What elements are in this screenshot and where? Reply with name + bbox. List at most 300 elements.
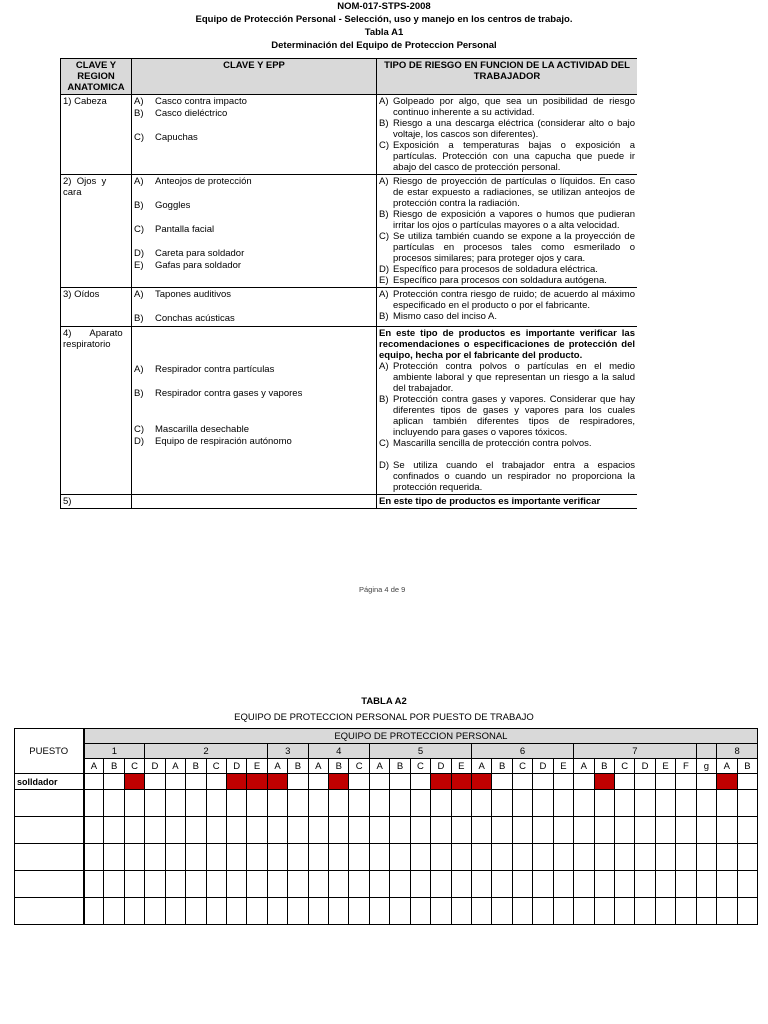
epp-mark-cell[interactable] xyxy=(226,871,246,898)
epp-mark-cell[interactable] xyxy=(553,817,573,844)
epp-mark-cell[interactable] xyxy=(349,844,369,871)
subgroup-letter: C xyxy=(349,759,369,774)
epp-mark-cell[interactable] xyxy=(145,790,165,817)
epp-mark-cell[interactable] xyxy=(104,817,124,844)
spacer xyxy=(134,340,374,352)
epp-mark-cell[interactable] xyxy=(533,898,553,925)
epp-text: Casco contra impacto xyxy=(155,96,247,107)
epp-mark-cell[interactable] xyxy=(492,871,512,898)
epp-mark-cell[interactable] xyxy=(574,817,594,844)
epp-mark-cell[interactable] xyxy=(717,817,737,844)
risk-cell xyxy=(377,175,638,288)
table-row xyxy=(15,790,758,817)
epp-mark-cell[interactable] xyxy=(186,844,206,871)
epp-mark-cell[interactable] xyxy=(472,898,492,925)
epp-letter: A) xyxy=(134,96,144,107)
epp-mark-cell[interactable] xyxy=(614,817,634,844)
group-number: 5 xyxy=(369,744,471,759)
epp-mark-cell[interactable] xyxy=(676,790,696,817)
epp-mark-cell[interactable] xyxy=(84,774,104,790)
region-label-cont: cara xyxy=(63,187,82,198)
epp-mark-cell[interactable] xyxy=(737,844,758,871)
epp-mark-cell[interactable] xyxy=(247,844,267,871)
risk-letter: A) xyxy=(379,361,389,372)
epp-mark-cell[interactable] xyxy=(512,774,532,790)
subgroup-letter: C xyxy=(410,759,430,774)
subgroup-letter: C xyxy=(124,759,144,774)
epp-mark-cell[interactable] xyxy=(676,871,696,898)
epp-mark-cell[interactable] xyxy=(655,844,675,871)
epp-mark-cell[interactable] xyxy=(512,871,532,898)
epp-mark-cell-selected[interactable] xyxy=(226,774,246,790)
epp-mark-cell[interactable] xyxy=(451,817,471,844)
risk-cell xyxy=(377,95,638,175)
risk-letter: C) xyxy=(379,231,390,242)
risk-item xyxy=(379,460,635,493)
region-cell xyxy=(61,175,132,288)
epp-mark-cell-selected[interactable] xyxy=(124,774,144,790)
epp-mark-cell[interactable] xyxy=(717,844,737,871)
epp-mark-cell[interactable] xyxy=(186,817,206,844)
epp-mark-cell[interactable] xyxy=(206,790,226,817)
group-number: 2 xyxy=(145,744,268,759)
region-label: 1) Cabeza xyxy=(63,96,107,107)
risk-text: Exposición a temperaturas bajas o exposición a partículas. Protección con una capucha que puede ir abajo del casco de protección personal. xyxy=(393,140,635,173)
epp-mark-cell[interactable] xyxy=(696,817,716,844)
risk-cell xyxy=(377,495,638,509)
epp-mark-cell[interactable] xyxy=(104,844,124,871)
epp-mark-cell[interactable] xyxy=(451,898,471,925)
epp-mark-cell[interactable] xyxy=(472,844,492,871)
epp-mark-cell[interactable] xyxy=(431,817,451,844)
epp-mark-cell[interactable] xyxy=(349,898,369,925)
epp-mark-cell[interactable] xyxy=(124,898,144,925)
puesto-cell[interactable] xyxy=(15,844,84,871)
subgroup-letter: B xyxy=(390,759,410,774)
epp-text: Anteojos de protección xyxy=(155,176,252,187)
epp-letter: B) xyxy=(134,388,144,399)
epp-mark-cell[interactable] xyxy=(267,871,287,898)
epp-mark-cell[interactable] xyxy=(124,871,144,898)
epp-mark-cell[interactable] xyxy=(369,790,389,817)
group-number: 1 xyxy=(84,744,145,759)
epp-mark-cell[interactable] xyxy=(145,844,165,871)
epp-mark-cell[interactable] xyxy=(655,774,675,790)
epp-mark-cell[interactable] xyxy=(84,844,104,871)
epp-mark-cell[interactable] xyxy=(165,790,185,817)
epp-mark-cell[interactable] xyxy=(451,790,471,817)
epp-mark-cell[interactable] xyxy=(104,871,124,898)
epp-mark-cell[interactable] xyxy=(288,774,308,790)
risk-letter: A) xyxy=(379,289,389,300)
region-label: 3) Oídos xyxy=(63,289,100,300)
region-label-cont: respiratorio xyxy=(63,339,111,350)
epp-mark-cell[interactable] xyxy=(431,871,451,898)
epp-mark-cell[interactable] xyxy=(226,898,246,925)
epp-mark-cell[interactable] xyxy=(635,817,655,844)
table-row xyxy=(15,898,758,925)
epp-mark-cell[interactable] xyxy=(410,898,430,925)
epp-mark-cell-selected[interactable] xyxy=(247,774,267,790)
epp-mark-cell[interactable] xyxy=(737,774,758,790)
epp-mark-cell[interactable] xyxy=(533,844,553,871)
epp-cell xyxy=(132,495,377,509)
table-a2 xyxy=(14,728,757,925)
risk-letter: D) xyxy=(379,264,390,275)
epp-mark-cell[interactable] xyxy=(533,817,553,844)
epp-mark-cell[interactable] xyxy=(308,774,328,790)
epp-mark-cell[interactable] xyxy=(696,774,716,790)
epp-mark-cell[interactable] xyxy=(676,817,696,844)
epp-mark-cell[interactable] xyxy=(737,790,758,817)
puesto-cell[interactable] xyxy=(15,817,84,844)
epp-mark-cell[interactable] xyxy=(390,844,410,871)
risk-item xyxy=(379,231,635,264)
epp-mark-cell[interactable] xyxy=(369,817,389,844)
epp-mark-cell[interactable] xyxy=(206,871,226,898)
subgroup-letter: C xyxy=(512,759,532,774)
epp-mark-cell[interactable] xyxy=(267,844,287,871)
puesto-cell[interactable] xyxy=(15,790,84,817)
epp-mark-cell-selected[interactable] xyxy=(267,774,287,790)
spacer xyxy=(134,212,374,224)
epp-mark-cell[interactable] xyxy=(696,871,716,898)
epp-mark-cell[interactable] xyxy=(451,871,471,898)
risk-letter: C) xyxy=(379,140,390,151)
risk-item xyxy=(379,311,635,322)
epp-mark-cell[interactable] xyxy=(145,817,165,844)
epp-mark-cell[interactable] xyxy=(410,817,430,844)
epp-mark-cell[interactable] xyxy=(492,774,512,790)
epp-mark-cell[interactable] xyxy=(512,790,532,817)
epp-mark-cell[interactable] xyxy=(717,790,737,817)
epp-mark-cell[interactable] xyxy=(390,898,410,925)
epp-mark-cell[interactable] xyxy=(431,790,451,817)
risk-text: Mascarilla sencilla de protección contra polvos. xyxy=(393,438,592,449)
epp-item xyxy=(134,200,374,212)
epp-mark-cell[interactable] xyxy=(676,844,696,871)
epp-mark-cell[interactable] xyxy=(145,898,165,925)
puesto-cell[interactable] xyxy=(15,898,84,925)
spacer xyxy=(379,449,635,460)
epp-mark-cell-selected[interactable] xyxy=(594,774,614,790)
epp-item xyxy=(134,436,374,448)
epp-mark-cell[interactable] xyxy=(329,871,349,898)
table-row xyxy=(61,327,638,495)
epp-mark-cell[interactable] xyxy=(737,871,758,898)
epp-mark-cell[interactable] xyxy=(186,790,206,817)
epp-mark-cell[interactable] xyxy=(635,790,655,817)
epp-mark-cell[interactable] xyxy=(594,844,614,871)
risk-text: Protección contra riesgo de ruido; de acuerdo al máximo especificado en el producto o por el fabricante. xyxy=(393,289,635,311)
epp-mark-cell[interactable] xyxy=(84,898,104,925)
epp-mark-cell[interactable] xyxy=(329,790,349,817)
epp-letter: C) xyxy=(134,224,145,235)
epp-mark-cell[interactable] xyxy=(226,790,246,817)
epp-mark-cell[interactable] xyxy=(247,898,267,925)
epp-text: Careta para soldador xyxy=(155,248,245,259)
epp-mark-cell[interactable] xyxy=(186,871,206,898)
epp-mark-cell[interactable] xyxy=(165,844,185,871)
epp-mark-cell[interactable] xyxy=(472,817,492,844)
epp-mark-cell[interactable] xyxy=(329,817,349,844)
epp-mark-cell[interactable] xyxy=(533,871,553,898)
epp-mark-cell[interactable] xyxy=(308,844,328,871)
subgroup-letter: A xyxy=(267,759,287,774)
subgroup-letter: D xyxy=(431,759,451,774)
epp-mark-cell[interactable] xyxy=(594,817,614,844)
epp-mark-cell[interactable] xyxy=(308,790,328,817)
epp-letter: C) xyxy=(134,132,145,143)
epp-mark-cell[interactable] xyxy=(165,898,185,925)
epp-mark-cell[interactable] xyxy=(410,871,430,898)
epp-mark-cell[interactable] xyxy=(492,898,512,925)
epp-mark-cell[interactable] xyxy=(349,790,369,817)
table-a2-title: TABLA A2 xyxy=(361,696,407,707)
epp-mark-cell[interactable] xyxy=(614,774,634,790)
epp-mark-cell[interactable] xyxy=(390,790,410,817)
epp-mark-cell-selected[interactable] xyxy=(717,774,737,790)
epp-mark-cell[interactable] xyxy=(737,817,758,844)
epp-mark-cell[interactable] xyxy=(717,898,737,925)
epp-mark-cell[interactable] xyxy=(676,774,696,790)
epp-mark-cell[interactable] xyxy=(594,790,614,817)
epp-mark-cell[interactable] xyxy=(308,817,328,844)
epp-mark-cell[interactable] xyxy=(288,817,308,844)
epp-mark-cell[interactable] xyxy=(574,871,594,898)
epp-mark-cell[interactable] xyxy=(717,871,737,898)
epp-mark-cell[interactable] xyxy=(655,898,675,925)
epp-mark-cell[interactable] xyxy=(492,844,512,871)
epp-mark-cell[interactable] xyxy=(553,844,573,871)
table-row xyxy=(61,175,638,288)
epp-mark-cell[interactable] xyxy=(431,844,451,871)
epp-mark-cell[interactable] xyxy=(655,817,675,844)
epp-mark-cell[interactable] xyxy=(472,790,492,817)
epp-mark-cell[interactable] xyxy=(349,817,369,844)
epp-mark-cell[interactable] xyxy=(165,871,185,898)
table-a1-title: Determinación del Equipo de Proteccion Personal xyxy=(271,40,497,51)
epp-mark-cell[interactable] xyxy=(247,790,267,817)
epp-mark-cell[interactable] xyxy=(206,817,226,844)
epp-mark-cell[interactable] xyxy=(451,844,471,871)
risk-letter: B) xyxy=(379,394,389,405)
epp-letter: A) xyxy=(134,289,144,300)
epp-mark-cell[interactable] xyxy=(267,898,287,925)
epp-mark-cell[interactable] xyxy=(288,790,308,817)
epp-mark-cell[interactable] xyxy=(267,817,287,844)
epp-text: Tapones auditivos xyxy=(155,289,232,300)
epp-mark-cell[interactable] xyxy=(696,790,716,817)
region-cell xyxy=(61,288,132,327)
epp-mark-cell[interactable] xyxy=(288,844,308,871)
epp-mark-cell[interactable] xyxy=(369,844,389,871)
risk-item xyxy=(379,264,635,275)
epp-mark-cell[interactable] xyxy=(614,898,634,925)
epp-mark-cell-selected[interactable] xyxy=(451,774,471,790)
epp-mark-cell[interactable] xyxy=(635,871,655,898)
risk-text: Riesgo de exposición a vapores o humos que pudieran irritar los ojos o partículas mayores o a alta velocidad. xyxy=(393,209,635,231)
epp-mark-cell[interactable] xyxy=(349,774,369,790)
epp-mark-cell[interactable] xyxy=(594,898,614,925)
epp-item xyxy=(134,176,374,188)
epp-mark-cell[interactable] xyxy=(655,871,675,898)
epp-mark-cell[interactable] xyxy=(696,898,716,925)
epp-mark-cell[interactable] xyxy=(186,898,206,925)
epp-mark-cell[interactable] xyxy=(533,790,553,817)
epp-letter: A) xyxy=(134,176,144,187)
epp-letter: D) xyxy=(134,436,145,447)
epp-mark-cell[interactable] xyxy=(574,790,594,817)
norm-subtitle: Equipo de Protección Personal - Selección, uso y manejo en los centros de trabajo. xyxy=(195,14,573,25)
subgroup-letter: D xyxy=(145,759,165,774)
risk-item xyxy=(379,275,635,286)
spacer xyxy=(134,236,374,248)
epp-mark-cell[interactable] xyxy=(145,774,165,790)
spacer xyxy=(134,376,374,388)
epp-mark-cell[interactable] xyxy=(308,871,328,898)
epp-mark-cell-selected[interactable] xyxy=(431,774,451,790)
epp-mark-cell[interactable] xyxy=(390,871,410,898)
epp-mark-cell[interactable] xyxy=(390,817,410,844)
epp-mark-cell[interactable] xyxy=(104,790,124,817)
epp-header: EQUIPO DE PROTECCION PERSONAL xyxy=(84,729,758,744)
epp-mark-cell[interactable] xyxy=(635,844,655,871)
epp-mark-cell[interactable] xyxy=(84,817,104,844)
epp-mark-cell[interactable] xyxy=(512,817,532,844)
epp-mark-cell[interactable] xyxy=(553,871,573,898)
epp-mark-cell[interactable] xyxy=(247,871,267,898)
epp-text: Mascarilla desechable xyxy=(155,424,249,435)
epp-mark-cell[interactable] xyxy=(104,774,124,790)
header-row-letters xyxy=(15,759,758,774)
risk-item xyxy=(379,118,635,140)
epp-text: Goggles xyxy=(155,200,191,211)
epp-mark-cell[interactable] xyxy=(308,898,328,925)
epp-mark-cell[interactable] xyxy=(165,817,185,844)
epp-text: Gafas para soldador xyxy=(155,260,242,271)
epp-mark-cell[interactable] xyxy=(206,774,226,790)
epp-mark-cell[interactable] xyxy=(655,790,675,817)
region-label: 4) Aparato xyxy=(63,328,123,339)
epp-mark-cell-selected[interactable] xyxy=(472,774,492,790)
table-row xyxy=(15,844,758,871)
epp-mark-cell[interactable] xyxy=(84,790,104,817)
epp-mark-cell[interactable] xyxy=(512,844,532,871)
epp-mark-cell[interactable] xyxy=(574,898,594,925)
epp-mark-cell[interactable] xyxy=(186,774,206,790)
subgroup-letter: C xyxy=(206,759,226,774)
epp-mark-cell[interactable] xyxy=(512,898,532,925)
epp-mark-cell[interactable] xyxy=(676,898,696,925)
risk-text: Específico para procesos con soldadura autógena. xyxy=(393,275,607,286)
epp-mark-cell[interactable] xyxy=(226,844,246,871)
epp-mark-cell[interactable] xyxy=(492,790,512,817)
epp-mark-cell[interactable] xyxy=(267,790,287,817)
epp-mark-cell[interactable] xyxy=(614,844,634,871)
epp-mark-cell[interactable] xyxy=(574,774,594,790)
epp-mark-cell[interactable] xyxy=(390,774,410,790)
epp-mark-cell[interactable] xyxy=(206,898,226,925)
epp-mark-cell[interactable] xyxy=(410,790,430,817)
header-region: CLAVE Y REGION ANATOMICA xyxy=(61,59,132,95)
epp-mark-cell[interactable] xyxy=(206,844,226,871)
epp-item xyxy=(134,364,374,376)
epp-mark-cell[interactable] xyxy=(369,871,389,898)
epp-text: Equipo de respiración autónomo xyxy=(155,436,292,447)
subgroup-letter: B xyxy=(104,759,124,774)
risk-item xyxy=(379,438,635,449)
subgroup-letter: A xyxy=(717,759,737,774)
epp-mark-cell[interactable] xyxy=(492,817,512,844)
epp-mark-cell[interactable] xyxy=(165,774,185,790)
epp-mark-cell[interactable] xyxy=(329,844,349,871)
norm-title: NOM-017-STPS-2008 xyxy=(337,1,431,12)
epp-mark-cell[interactable] xyxy=(737,898,758,925)
epp-mark-cell[interactable] xyxy=(553,774,573,790)
subgroup-letter: C xyxy=(614,759,634,774)
epp-mark-cell[interactable] xyxy=(226,817,246,844)
epp-mark-cell[interactable] xyxy=(329,898,349,925)
epp-mark-cell-selected[interactable] xyxy=(329,774,349,790)
epp-mark-cell[interactable] xyxy=(104,898,124,925)
epp-mark-cell[interactable] xyxy=(288,898,308,925)
epp-mark-cell[interactable] xyxy=(614,790,634,817)
epp-mark-cell[interactable] xyxy=(349,871,369,898)
risk-text: Riesgo de proyección de partículas o líquidos. En caso de estar expuesto a radiaciones, se utilizan anteojos de protección contra la radiación. xyxy=(393,176,635,209)
puesto-cell[interactable] xyxy=(15,871,84,898)
subgroup-letter: A xyxy=(369,759,389,774)
epp-mark-cell[interactable] xyxy=(124,817,144,844)
epp-mark-cell[interactable] xyxy=(614,871,634,898)
epp-mark-cell[interactable] xyxy=(84,871,104,898)
epp-mark-cell[interactable] xyxy=(696,844,716,871)
epp-mark-cell[interactable] xyxy=(431,898,451,925)
epp-mark-cell[interactable] xyxy=(145,871,165,898)
spacer xyxy=(134,120,374,132)
epp-mark-cell[interactable] xyxy=(410,774,430,790)
epp-mark-cell[interactable] xyxy=(553,790,573,817)
epp-mark-cell[interactable] xyxy=(369,898,389,925)
puesto-cell[interactable]: solldador xyxy=(15,774,84,790)
epp-letter: B) xyxy=(134,313,144,324)
epp-mark-cell[interactable] xyxy=(635,898,655,925)
document-header xyxy=(0,0,768,52)
header-row-epp xyxy=(15,729,758,744)
epp-mark-cell[interactable] xyxy=(410,844,430,871)
epp-mark-cell[interactable] xyxy=(124,844,144,871)
epp-mark-cell[interactable] xyxy=(369,774,389,790)
epp-letter: B) xyxy=(134,200,144,211)
table-row xyxy=(15,871,758,898)
risk-text: Protección contra gases y vapores. Considerar que hay diferentes tipos de gases y vapores para los cuales aplican también diferentes tipos de respiradores, incluyendo para gases o vapores tóxicos. xyxy=(393,394,635,438)
subgroup-letter: A xyxy=(308,759,328,774)
page-footer: Página 4 de 9 xyxy=(359,585,406,594)
epp-mark-cell[interactable] xyxy=(124,790,144,817)
risk-letter: A) xyxy=(379,96,389,107)
risk-item xyxy=(379,361,635,394)
epp-mark-cell[interactable] xyxy=(635,774,655,790)
epp-mark-cell[interactable] xyxy=(247,817,267,844)
subgroup-letter: E xyxy=(247,759,267,774)
epp-mark-cell[interactable] xyxy=(533,774,553,790)
epp-mark-cell[interactable] xyxy=(472,871,492,898)
epp-mark-cell[interactable] xyxy=(288,871,308,898)
epp-mark-cell[interactable] xyxy=(574,844,594,871)
epp-letter: D) xyxy=(134,248,145,259)
epp-mark-cell[interactable] xyxy=(594,871,614,898)
epp-mark-cell[interactable] xyxy=(553,898,573,925)
